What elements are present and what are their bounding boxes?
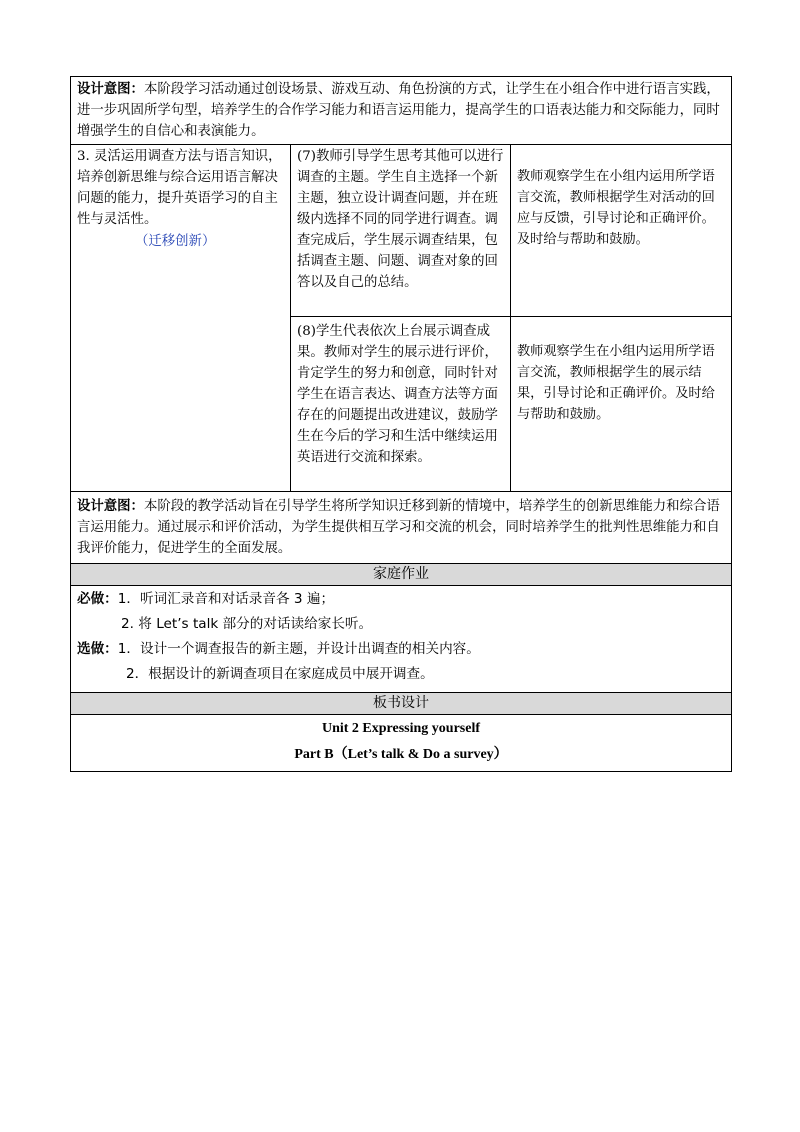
activity-cell-2 <box>291 317 511 492</box>
homework-optional-label: 选做： <box>77 641 118 657</box>
homework-optional-1 <box>77 637 725 662</box>
homework-header: 家庭作业 <box>71 564 732 586</box>
board-part-title: Part B（Let’s talk & Do a survey） <box>294 747 508 762</box>
evaluation-cell-1 <box>511 145 732 317</box>
goal-tag: （迁移创新） <box>135 234 216 249</box>
homework-row <box>71 586 732 693</box>
homework-optional-2: 2．根据设计的新调查项目在家庭成员中展开调查。 <box>126 666 434 682</box>
lesson-plan-table <box>70 76 732 772</box>
activity-text: (7)教师引导学生思考其他可以进行调查的主题。学生自主选择一个新主题，独立设计调查问题，并在班级内选择不同的同学进行调查。调查完成后，学生展示调查结果，包括调查主题、问题、调查对象的回答以及自己的总结。 <box>297 149 504 290</box>
design-intent-label: 设计意图： <box>77 499 144 514</box>
board-unit-title: Unit 2 Expressing yourself <box>321 721 481 736</box>
activity-row <box>71 145 732 317</box>
design-intent-row-2 <box>71 492 732 564</box>
goal-text: 3. 灵活运用调查方法与语言知识，培养创新思维与综合运用语言解决问题的能力，提升英语学习的自主性与灵活性。 <box>77 149 282 227</box>
board-row <box>71 715 732 772</box>
evaluation-cell-2 <box>511 317 732 492</box>
homework-required-2: 2. 将 Let’s talk 部分的对话读给家长听。 <box>121 616 373 632</box>
evaluation-text: 教师观察学生在小组内运用所学语言交流，教师根据学生对活动的回应与反馈，引导讨论和正确评价。及时给与帮助和鼓励。 <box>517 169 715 247</box>
design-intent-text: 本阶段的教学活动旨在引导学生将所学知识迁移到新的情境中，培养学生的创新思维能力和综合语言运用能力。通过展示和评价活动，为学生提供相互学习和交流的机会，同时培养学生的批判性思维能力和自我评价能力，促进学生的全面发展。 <box>77 499 720 556</box>
activity-text: (8)学生代表依次上台展示调查成果。教师对学生的展示进行评价，肯定学生的努力和创意，同时针对学生在语言表达、调查方法等方面存在的问题提出改进建议，鼓励学生在今后的学习和生活中继续运用英语进行交流和探索。 <box>297 324 498 465</box>
design-intent-label: 设计意图： <box>77 82 144 97</box>
homework-required-1 <box>77 587 725 612</box>
design-intent-row-1 <box>71 77 732 145</box>
homework-item: 1．听词汇录音和对话录音各 3 遍； <box>117 591 335 607</box>
design-intent-text: 本阶段学习活动通过创设场景、游戏互动、角色扮演的方式，让学生在小组合作中进行语言实践，进一步巩固所学句型，培养学生的合作学习能力和语言运用能力，提高学生的口语表达能力和交际能力，同时增强学生的自信心和表演能力。 <box>77 82 720 139</box>
evaluation-text: 教师观察学生在小组内运用所学语言交流，教师根据学生的展示结果，引导讨论和正确评价。及时给与帮助和鼓励。 <box>517 344 715 422</box>
board-header: 板书设计 <box>71 693 732 715</box>
goal-cell <box>71 145 291 492</box>
homework-item: 1．设计一个调查报告的新主题，并设计出调查的相关内容。 <box>117 641 480 657</box>
activity-cell-1 <box>291 145 511 317</box>
homework-header-row <box>71 564 732 586</box>
homework-required-label: 必做： <box>77 591 118 607</box>
board-header-row <box>71 693 732 715</box>
